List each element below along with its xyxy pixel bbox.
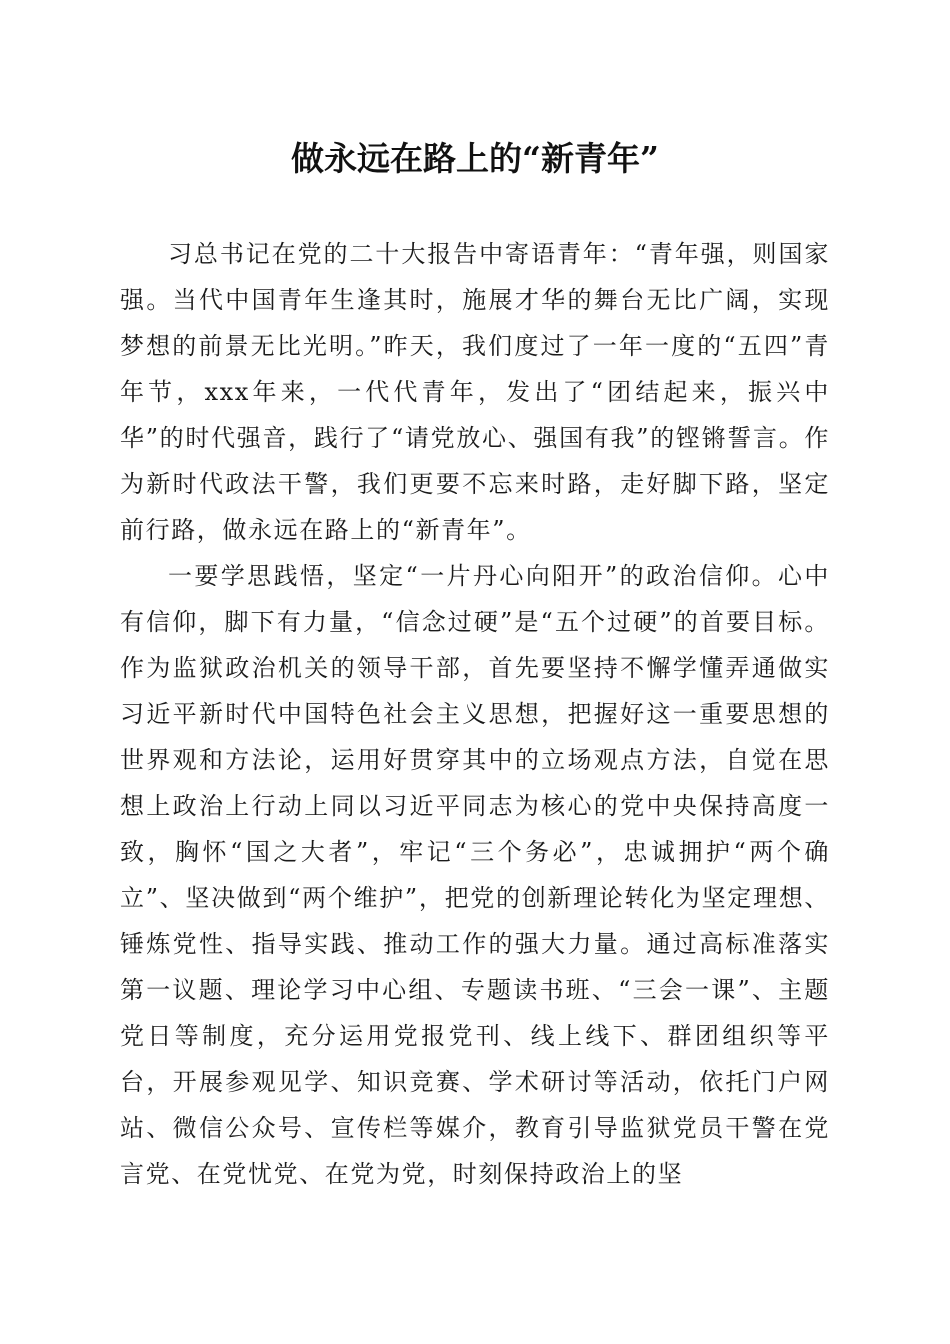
document-title: 做永远在路上的“新青年” [291,139,659,178]
document-body [120,231,830,1197]
paragraph-point-one: 一要学思践悟，坚定“一片丹心向阳开”的政治信仰。心中有信仰，脚下有力量，“信念过硬”是“五个过硬”的首要目标。作为监狱政治机关的领导干部，首先要坚持不懈学懂弄通做实习近平新时代中国特色社会主义思想，把握好这一重要思想的世界观和方法论，运用好贯穿其中的立场观点方法，自觉在思想上政治上行动上同以习近平同志为核心的党中央保持高度一致，胸怀“国之大者”，牢记“三个务必”，忠诚拥护“两个确立”、坚决做到“两个维护”，把党的创新理论转化为坚定理想、锤炼党性、指导实践、推动工作的强大力量。通过高标准落实第一议题、理论学习中心组、专题读书班、“三会一课”、主题党日等制度，充分运用党报党刊、线上线下、群团组织等平台，开展参观见学、知识竞赛、学术研讨等活动，依托门户网站、微信公众号、宣传栏等媒介，教育引导监狱党员干警在党言党、在党忧党、在党为党，时刻保持政治上的坚 [120,562,830,1188]
paragraph-intro: 习总书记在党的二十大报告中寄语青年：“青年强，则国家强。当代中国青年生逢其时，施展才华的舞台无比广阔，实现梦想的前景无比光明。”昨天，我们度过了一年一度的“五四”青年节，xxx年来，一代代青年，发出了“团结起来，振兴中华”的时代强音，践行了“请党放心、强国有我”的铿锵誓言。作为新时代政法干警，我们更要不忘来时路，走好脚下路，坚定前行路，做永远在路上的“新青年”。 [120,240,830,544]
